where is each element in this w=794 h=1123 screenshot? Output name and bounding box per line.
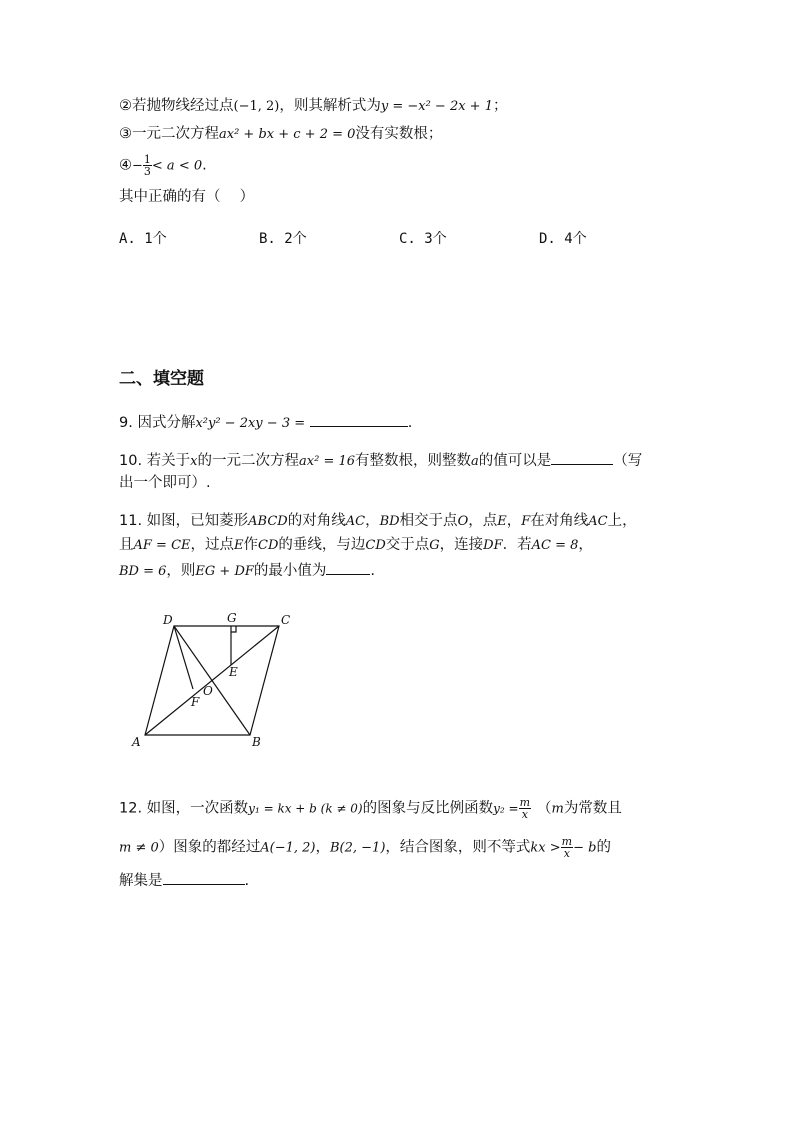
option-d: D. 4个	[539, 231, 587, 247]
q9-answer-blank[interactable]	[310, 412, 408, 427]
q12-text-2c: ，	[315, 839, 330, 856]
q11-text-a: 11. 如图，已知菱形	[119, 513, 249, 529]
item-3-text-a: 一元二次方程	[132, 126, 219, 142]
label-g: G	[227, 611, 237, 625]
item-2-point: (−1, 2)	[233, 99, 280, 114]
question-11-line-2	[119, 535, 593, 556]
q11-text-f: ，	[506, 513, 522, 529]
q11-af-ce: AF = CE	[133, 538, 191, 553]
q11-text-2c: 作	[243, 537, 259, 553]
q12-text-b: 的图象与反比例函数	[362, 800, 494, 817]
section-title: 二、填空题	[119, 369, 204, 389]
q12-text-2b: ）图象的都经过	[158, 839, 261, 856]
q12-m: m	[551, 801, 564, 817]
q12-y1: y₁ = kx + b (k ≠ 0)	[248, 801, 363, 816]
q12-text-c: （	[537, 800, 552, 817]
q11-text-3d: 的最小值为	[253, 563, 327, 579]
option-a: A. 1个	[119, 231, 167, 247]
q10-text-c: 有整数根，则整数	[355, 453, 472, 469]
q11-e: E	[497, 514, 507, 529]
q11-eg-df: EG + DF	[195, 564, 254, 579]
question-9	[119, 412, 412, 434]
item-3-text-b: 没有实数根；	[355, 126, 443, 142]
q11-text-g: 在对角线	[530, 513, 589, 529]
q11-text-2b: ，过点	[190, 537, 235, 553]
q11-text-3e: .	[370, 563, 375, 579]
q10-text-a: 10. 若关于	[119, 453, 191, 469]
q11-text-e: ，点	[468, 513, 498, 529]
question-10-line-1	[119, 450, 642, 472]
item-4	[119, 154, 207, 177]
rhombus-figure	[125, 605, 305, 755]
option-c: C. 3个	[399, 231, 447, 247]
item-3-formula: ax² + bx + c + 2 = 0	[219, 127, 356, 142]
item-4-minus: −	[132, 158, 143, 174]
question-10-line-2: 出一个即可）.	[119, 475, 211, 491]
q11-abcd: ABCD	[248, 514, 288, 529]
q11-text-2h: ，	[578, 537, 593, 553]
q12-ineq-b: − b	[573, 840, 597, 856]
right-angle-mark	[231, 626, 236, 632]
q10-answer-blank[interactable]	[551, 450, 613, 465]
q12-text-3b: .	[244, 873, 250, 889]
label-e: E	[229, 665, 238, 679]
q12-fraction-m-x-2: $\frac{m}{x}$	[561, 835, 573, 860]
item-2-end: ；	[492, 98, 508, 114]
q11-text-c: ，	[365, 513, 380, 529]
q9-num: 9.	[119, 415, 133, 431]
item-4-fraction: $\frac{1}{3}$	[143, 153, 151, 178]
item-2	[119, 96, 507, 117]
q9-end: .	[407, 415, 413, 431]
q10-text-e: （写	[613, 453, 643, 469]
label-a: A	[132, 735, 141, 749]
q11-o: O	[457, 514, 469, 529]
q11-text-d: 相交于点	[399, 513, 458, 529]
q12-ineq-a: kx >	[530, 840, 561, 856]
question-12-line-1	[119, 797, 622, 820]
q12-text-a: 12. 如图，一次函数	[119, 800, 249, 817]
q11-text-2f: ，连接	[439, 537, 484, 553]
q11-df: DF	[483, 538, 503, 553]
q12-text-3a: 解集是	[119, 873, 163, 889]
item-3-marker: ③	[119, 126, 132, 142]
q11-text-2d: 的垂线，与边	[278, 537, 366, 553]
q11-ac-2: AC	[588, 514, 608, 529]
q9-formula: x²y² − 2xy − 3 =	[195, 416, 306, 431]
q12-y2: y₂ =	[493, 801, 519, 816]
q11-text-2a: 且	[119, 537, 134, 553]
q11-bd-6: BD = 6	[119, 564, 167, 579]
q12-m-neq-0: m ≠ 0	[119, 840, 159, 856]
q11-ac-8: AC = 8	[531, 538, 579, 553]
q11-g: G	[429, 538, 440, 553]
q10-text-b: 的一元二次方程	[197, 453, 300, 469]
item-2-text-a: 若抛物线经过点	[132, 98, 234, 114]
q10-text-d: 的值可以是	[478, 453, 552, 469]
item-2-text-b: ，则其解析式为	[279, 98, 381, 114]
label-c: C	[281, 613, 291, 627]
question-prompt: 其中正确的有（ ）	[119, 189, 255, 205]
q10-var-a: a	[471, 454, 479, 469]
q11-ac: AC	[345, 514, 366, 529]
item-3	[119, 124, 442, 145]
q12-fraction-m-x: $\frac{m}{x}$	[519, 796, 531, 821]
segment-df	[174, 626, 193, 689]
q11-text-b: 的对角线	[287, 513, 346, 529]
question-11-line-3	[119, 560, 375, 582]
q12-text-2d: ，结合图象，则不等式	[385, 839, 531, 856]
item-4-rest: < a < 0	[151, 158, 203, 174]
q11-text-3b: ，则	[166, 563, 196, 579]
q12-point-b: B(2, −1)	[330, 840, 386, 856]
q11-f: F	[521, 514, 531, 529]
question-12-line-3	[119, 870, 249, 891]
label-b: B	[252, 735, 261, 749]
q9-text: 因式分解	[137, 415, 196, 431]
q11-answer-blank[interactable]	[326, 560, 370, 575]
q11-text-h: 上，	[607, 513, 637, 529]
q10-formula: ax² = 16	[299, 454, 356, 469]
item-4-end: .	[202, 157, 207, 174]
q11-e-2: E	[234, 538, 244, 553]
item-2-marker: ②	[119, 98, 132, 114]
q12-text-2e: 的	[596, 839, 611, 856]
item-2-formula: y = −x² − 2x + 1	[380, 99, 493, 114]
question-11-line-1	[119, 511, 637, 532]
q10-var-x: x	[190, 454, 198, 469]
diagonal-bd	[174, 626, 250, 735]
q11-text-2e: 交于点	[385, 537, 430, 553]
q11-cd: CD	[258, 538, 279, 553]
q11-cd-2: CD	[365, 538, 386, 553]
q12-answer-blank[interactable]	[163, 870, 245, 885]
label-f: F	[191, 695, 200, 709]
q11-text-2g: ．若	[502, 537, 532, 553]
option-b: B. 2个	[259, 231, 307, 247]
label-d: D	[163, 613, 173, 627]
item-4-marker: ④	[119, 157, 132, 174]
q12-point-a: A(−1, 2)	[260, 840, 316, 856]
label-o: O	[203, 684, 213, 698]
q12-text-d: 为常数且	[563, 800, 622, 817]
question-12-line-2	[119, 836, 611, 859]
q11-bd: BD	[379, 514, 400, 529]
